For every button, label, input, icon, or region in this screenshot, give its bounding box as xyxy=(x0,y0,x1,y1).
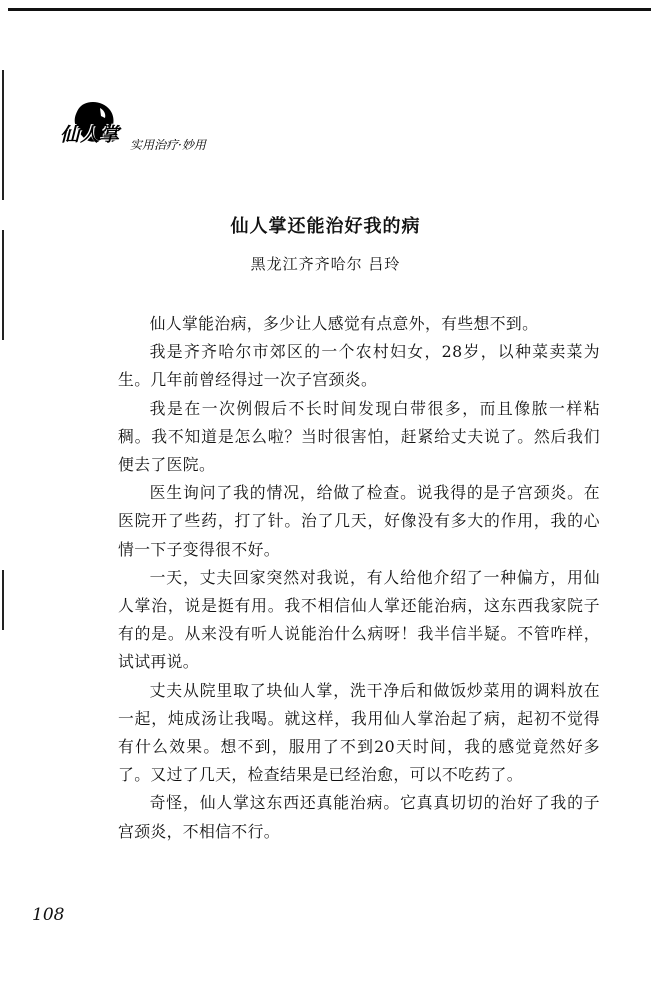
logo-title: 仙人掌 xyxy=(60,124,121,146)
article-body xyxy=(118,310,600,846)
paragraph: 一天，丈夫回家突然对我说，有人给他介绍了一种偏方，用仙人掌治，说是挺有用。我不相信仙人掌还能治病，这东西我家院子有的是。从来没有听人说能治什么病呀！我半信半疑。不管咋样，试试再说。 xyxy=(118,567,600,672)
paragraph: 奇怪，仙人掌这东西还真能治病。它真真切切的治好了我的子宫颈炎，不相信不行。 xyxy=(118,793,600,841)
page-number: 108 xyxy=(32,905,65,925)
scan-margin-line xyxy=(2,570,4,630)
article-byline: 黑龙江齐齐哈尔 吕玲 xyxy=(250,255,401,273)
scan-margin-line xyxy=(2,70,4,200)
top-rule xyxy=(8,8,651,11)
logo-subtitle: 实用治疗·妙用 xyxy=(130,138,206,152)
paragraph: 丈夫从院里取了块仙人掌，洗干净后和做饭炒菜用的调料放在一起，炖成汤让我喝。就这样，我用仙人掌治起了病，起初不觉得有什么效果。想不到，服用了不到20天时间，我的感觉竟然好多了。又过了几天，检查结果是已经治愈，可以不吃药了。 xyxy=(118,680,600,785)
scan-margin-line xyxy=(2,230,4,340)
paragraph: 医生询问了我的情况，给做了检查。说我得的是子宫颈炎。在医院开了些药，打了针。治了几天，好像没有多大的作用，我的心情一下子变得很不好。 xyxy=(118,483,600,559)
paragraph: 仙人掌能治病，多少让人感觉有点意外，有些想不到。 xyxy=(149,314,539,333)
article-title: 仙人掌还能治好我的病 xyxy=(230,216,421,237)
paragraph: 我是在一次例假后不长时间发现白带很多，而且像脓一样粘稠。我不知道是怎么啦？当时很害怕，赶紧给丈夫说了。然后我们便去了医院。 xyxy=(118,398,600,475)
book-logo xyxy=(60,98,230,164)
paragraph: 我是齐齐哈尔市郊区的一个农村妇女，28岁，以种菜卖菜为生。几年前曾经得过一次子宫颈炎。 xyxy=(118,342,600,390)
